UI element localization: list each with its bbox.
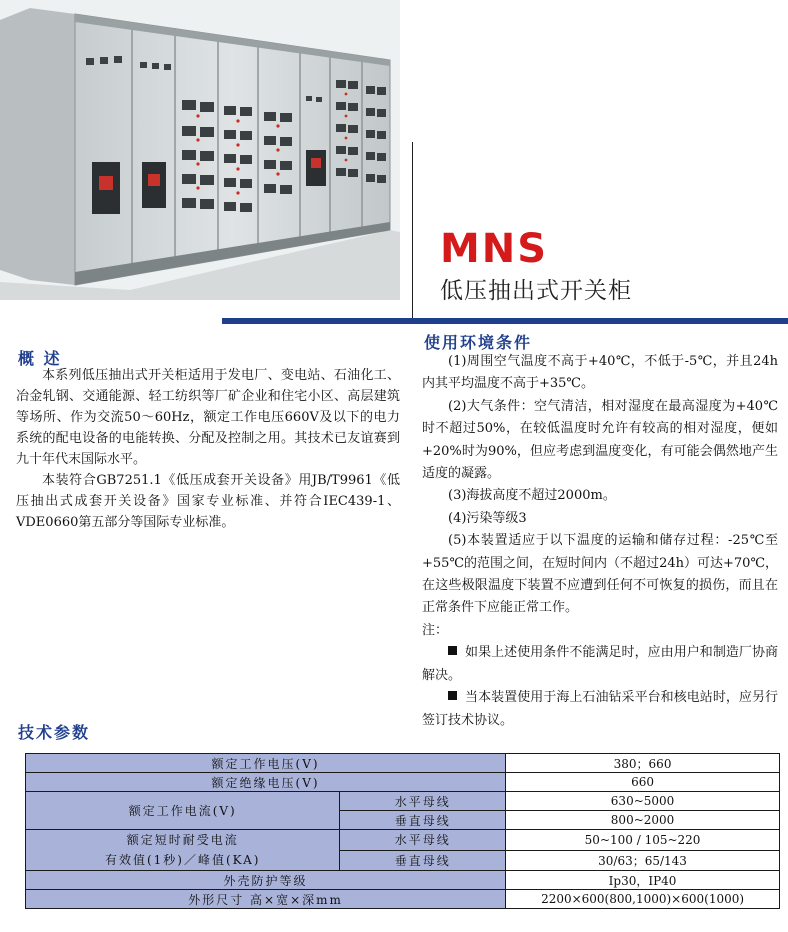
product-photo [0,0,400,300]
conditions-heading: 使用环境条件 [424,333,533,352]
title-divider-vertical [412,142,413,322]
condition-item: (4)污染等级3 [448,510,527,526]
spec-value: 660 [506,773,780,792]
table-row [26,773,780,792]
spec-label: 外形尺寸 高×宽×深mm [26,890,506,909]
spec-label-line: 有效值(1秒)／峰值(KA) [104,853,261,867]
spec-label: 额定工作电压(V) [26,754,506,773]
table-row [26,754,780,773]
model-name: MNS [440,226,549,272]
spec-label-line: 额定短时耐受电流 [126,833,239,847]
table-row [26,890,780,909]
condition-item: (3)海拔高度不超过2000m。 [448,488,616,504]
square-bullet-icon [448,691,457,700]
table-row [26,871,780,890]
condition-item: (1)周围空气温度不高于+40℃，不低于-5℃，并且24h内其平均温度不高于+35℃。 [422,354,778,392]
product-subtitle: 低压抽出式开关柜 [440,278,632,304]
overview-paragraph: 本系列低压抽出式开关柜适用于发电厂、变电站、石油化工、冶金轧钢、交通能源、轻工纺织等厂矿企业和住宅小区、高层建筑等场所、作为交流50～60Hz，额定工作电压660V及以下的电力系统的配电设备的电能转换、分配及控制之用。其技术已友谊赛到九十年代末国际水平。 [16,368,400,467]
note-text: 当本装置使用于海上石油钻采平台和核电站时，应另行签订技术协议。 [422,690,778,728]
spec-value: 800~2000 [506,811,780,830]
switchgear-illustration [0,0,400,300]
spec-value: 2200×600(800,1000)×600(1000) [506,890,780,909]
overview-text [16,365,400,533]
condition-item: (2)大气条件：空气清洁，相对湿度在最高湿度为+40℃时不超过50%，在较低温度时允许有较高的相对湿度，便如+20%时为90%，但应考虑到温度变化，有可能会偶然地产生适度的凝露。 [422,398,778,482]
note-label: 注： [422,622,449,638]
table-row [26,830,780,851]
spec-label: 额定工作电流(V) [26,792,340,830]
spec-value: 380；660 [506,754,780,773]
spec-sublabel: 垂直母线 [340,811,506,830]
spec-label [26,830,340,871]
note-item [422,642,778,687]
conditions-text [422,351,778,732]
spec-value: Ip30，IP40 [506,871,780,890]
spec-sublabel: 水平母线 [340,830,506,851]
title-divider-bar [222,318,788,324]
spec-table [25,753,780,909]
overview-paragraph: 本装符合GB7251.1《低压成套开关设备》用JB/T9961《低压抽出式成套开关设备》国家专业标准、并符合IEC439-1、VDE0660第五部分等国际专业标准。 [16,473,400,530]
spec-value: 50~100 / 105~220 [506,830,780,851]
square-bullet-icon [448,646,457,655]
note-item [422,687,778,732]
spec-sublabel: 垂直母线 [340,850,506,871]
specs-heading: 技术参数 [18,723,91,742]
table-row [26,792,780,811]
spec-label: 外壳防护等级 [26,871,506,890]
spec-sublabel: 水平母线 [340,792,506,811]
spec-label: 额定绝缘电压(V) [26,773,506,792]
condition-item: (5)本装置适应于以下温度的运输和储存过程：-25℃至+55℃的范围之间，在短时间内（不超过24h）可达+70℃，在这些极限温度下装置不应遭到任何不可恢复的损伤，而且在正常条件下应能正常工作。 [422,533,778,616]
spec-value: 30/63；65/143 [506,850,780,871]
spec-value: 630~5000 [506,792,780,811]
note-text: 如果上述使用条件不能满足时，应由用户和制造厂协商解决。 [422,645,778,683]
overview-heading: 概 述 [18,349,62,368]
